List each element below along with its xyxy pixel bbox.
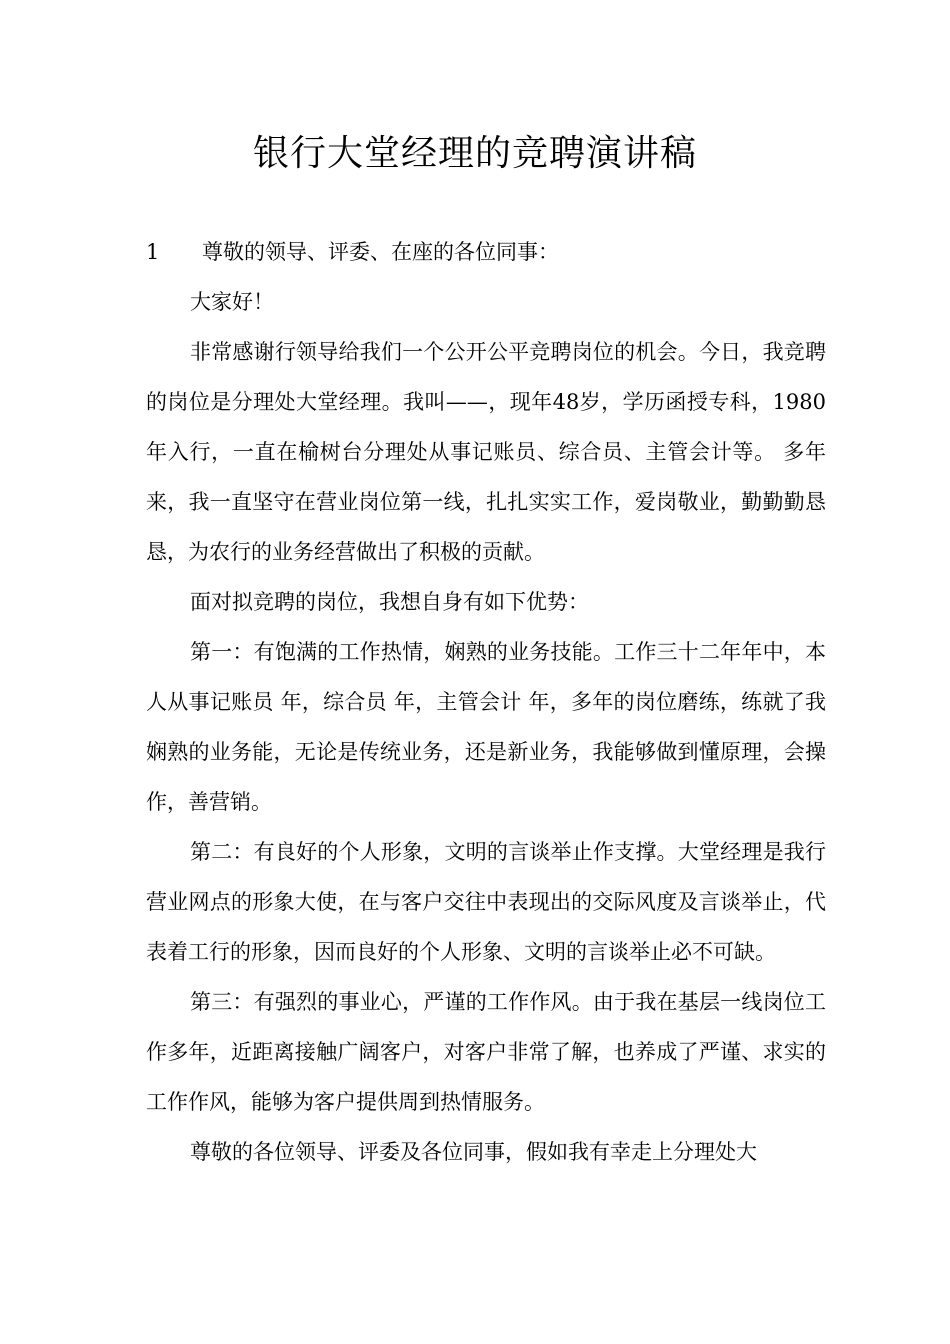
opening-line: [146, 227, 826, 277]
document-title: 银行大堂经理的竞聘演讲稿: [252, 133, 697, 174]
salutation: 尊敬的领导、评委、在座的各位同事：: [202, 240, 559, 264]
paragraph-introduction: 非常感谢行领导给我们一个公开公平竞聘岗位的机会。今日，我竞聘的岗位是分理处大堂经理。我叫——，现年48岁，学历函授专科，1980年入行，一直在榆树台分理处从事记账员、综合员、主管会计等。 多年来，我一直坚守在营业岗位第一线，扎扎实实工作，爱岗敬业，勤勤勤恳恳，为农行的业务经营做出了积极的贡献。: [146, 340, 826, 564]
paragraph-number: 1: [146, 240, 160, 264]
document-body: [146, 227, 826, 1177]
paragraph-advantages-intro: 面对拟竞聘的岗位，我想自身有如下优势：: [190, 590, 589, 614]
paragraph-greeting: 大家好！: [190, 290, 274, 314]
paragraph-advantage-second: 第二：有良好的个人形象，文明的言谈举止作支撑。大堂经理是我行营业网点的形象大使，在与客户交往中表现出的交际风度及言谈举止，代表着工行的形象，因而良好的个人形象、文明的言谈举止必不可缺。: [146, 840, 826, 964]
paragraph-advantage-first: 第一：有饱满的工作热情，娴熟的业务技能。工作三十二年年中，本人从事记账员 年，综合员 年，主管会计 年，多年的岗位磨练，练就了我娴熟的业务能，无论是传统业务，还是新业务，我能够做到懂原理，会操作，善营销。: [146, 640, 826, 814]
paragraph-advantage-third: 第三：有强烈的事业心，严谨的工作作风。由于我在基层一线岗位工作多年，近距离接触广阔客户，对客户非常了解，也养成了严谨、求实的工作作风，能够为客户提供周到热情服务。: [146, 990, 826, 1114]
paragraph-closing-start: 尊敬的各位领导、评委及各位同事，假如我有幸走上分理处大: [190, 1140, 757, 1164]
